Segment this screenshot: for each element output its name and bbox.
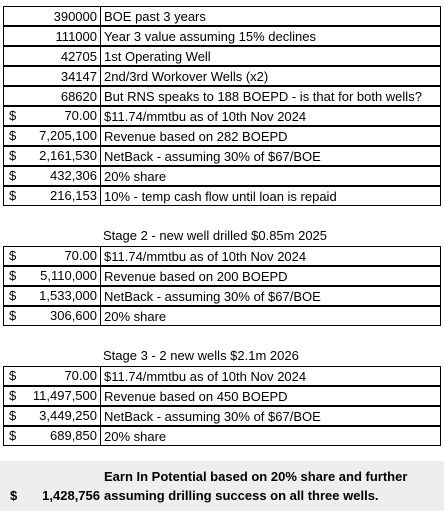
table-row[interactable] — [0, 246, 444, 266]
dollar-sign: $ — [9, 408, 17, 423]
dollar-sign: $ — [9, 188, 17, 203]
dollar-sign: $ — [9, 248, 17, 263]
value-cell[interactable]: 111000 — [3, 26, 100, 46]
value-cell[interactable]: 70.00 — [64, 108, 97, 123]
value-cell[interactable]: 216,153 — [50, 188, 97, 203]
label-cell[interactable]: Revenue based on 200 BOEPD — [100, 266, 441, 286]
table-row[interactable] — [0, 66, 444, 86]
value-cell[interactable]: 689,850 — [50, 428, 97, 443]
section-heading-row — [0, 346, 444, 366]
table-row[interactable] — [0, 286, 444, 306]
table-row[interactable] — [0, 386, 444, 406]
stage3-title[interactable]: Stage 3 - 2 new wells $2.1m 2026 — [103, 348, 299, 363]
value-cell[interactable]: 306,600 — [50, 308, 97, 323]
table-row[interactable] — [0, 46, 444, 66]
value-cell[interactable]: 3,449,250 — [39, 408, 97, 423]
label-cell[interactable]: 10% - temp cash flow until loan is repaid — [100, 186, 441, 206]
label-cell[interactable]: 20% share — [100, 306, 441, 326]
table-row[interactable] — [0, 426, 444, 446]
section-heading-row — [0, 226, 444, 246]
table-row[interactable] — [0, 106, 444, 126]
label-cell[interactable]: NetBack - assuming 30% of $67/BOE — [100, 146, 441, 166]
value-cell[interactable]: 5,110,000 — [40, 268, 97, 283]
label-cell[interactable]: Revenue based on 450 BOEPD — [100, 386, 441, 406]
table-row[interactable] — [0, 166, 444, 186]
label-cell[interactable]: NetBack - assuming 30% of $67/BOE — [100, 406, 441, 426]
value-cell[interactable]: 2,161,530 — [39, 148, 97, 163]
value-cell[interactable]: 1,533,000 — [39, 288, 97, 303]
total-value-cell[interactable]: 1,428,756 — [42, 488, 100, 503]
value-cell[interactable]: 390000 — [3, 6, 100, 26]
dollar-sign: $ — [10, 488, 18, 503]
table-row[interactable] — [0, 186, 444, 206]
dollar-sign: $ — [9, 288, 17, 303]
value-cell[interactable]: 70.00 — [64, 248, 97, 263]
table-row[interactable] — [0, 6, 444, 26]
label-cell[interactable]: Revenue based on 282 BOEPD — [100, 126, 441, 146]
table-row[interactable] — [0, 406, 444, 426]
dollar-sign: $ — [9, 368, 17, 383]
label-cell[interactable]: 20% share — [100, 426, 441, 446]
table-row[interactable] — [0, 366, 444, 386]
label-cell[interactable]: NetBack - assuming 30% of $67/BOE — [100, 286, 441, 306]
label-cell[interactable]: But RNS speaks to 188 BOEPD - is that for both wells? — [100, 86, 441, 106]
label-cell[interactable]: 20% share — [100, 166, 441, 186]
table-row[interactable] — [0, 126, 444, 146]
label-cell[interactable]: $11.74/mmtbu as of 10th Nov 2024 — [100, 246, 441, 266]
table-row[interactable] — [0, 86, 444, 106]
table-row[interactable] — [0, 26, 444, 46]
value-cell[interactable]: 42705 — [3, 46, 100, 66]
summary-text-line1[interactable]: Earn In Potential based on 20% share and further — [104, 469, 408, 484]
value-cell[interactable]: 432,306 — [50, 168, 97, 183]
stage2-title[interactable]: Stage 2 - new well drilled $0.85m 2025 — [103, 228, 328, 243]
summary-text-line2[interactable]: assuming drilling success on all three wells. — [104, 488, 379, 503]
table-row[interactable] — [0, 266, 444, 286]
value-cell[interactable]: 34147 — [3, 66, 100, 86]
value-cell[interactable]: 68620 — [3, 86, 100, 106]
label-cell[interactable]: $11.74/mmtbu as of 10th Nov 2024 — [100, 106, 441, 126]
label-cell[interactable]: $11.74/mmtbu as of 10th Nov 2024 — [100, 366, 441, 386]
label-cell[interactable]: Year 3 value assuming 15% declines — [100, 26, 441, 46]
dollar-sign: $ — [9, 128, 17, 143]
label-cell[interactable]: BOE past 3 years — [100, 6, 441, 26]
table-row[interactable] — [0, 146, 444, 166]
dollar-sign: $ — [9, 268, 17, 283]
label-cell[interactable]: 1st Operating Well — [100, 46, 441, 66]
value-cell[interactable]: 70.00 — [64, 368, 97, 383]
dollar-sign: $ — [9, 168, 17, 183]
dollar-sign: $ — [9, 428, 17, 443]
value-cell[interactable]: 7,205,100 — [39, 128, 97, 143]
value-cell[interactable]: 11,497,500 — [32, 388, 97, 403]
summary-row[interactable] — [0, 461, 444, 511]
dollar-sign: $ — [9, 388, 17, 403]
dollar-sign: $ — [9, 308, 17, 323]
label-cell[interactable]: 2nd/3rd Workover Wells (x2) — [100, 66, 441, 86]
dollar-sign: $ — [9, 148, 17, 163]
table-row[interactable] — [0, 306, 444, 326]
dollar-sign: $ — [9, 108, 17, 123]
